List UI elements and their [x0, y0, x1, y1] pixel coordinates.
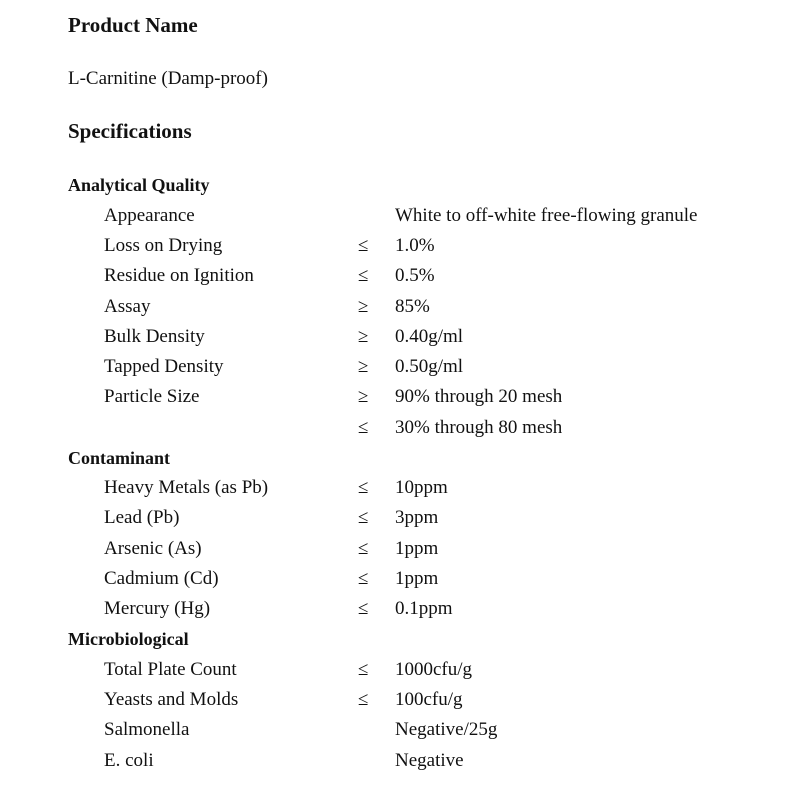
spec-row: [0, 719, 800, 749]
spec-label: Bulk Density: [104, 326, 205, 347]
spec-row: [0, 750, 800, 780]
spec-value: 10ppm: [395, 477, 448, 498]
spec-label: Salmonella: [104, 719, 190, 740]
spec-row: [0, 386, 800, 416]
comparison-operator: ≥: [358, 386, 369, 407]
spec-row: [0, 507, 800, 537]
spec-label: Residue on Ignition: [104, 265, 254, 286]
group-title: Contaminant: [68, 448, 171, 468]
spec-value: White to off-white free-flowing granule: [395, 205, 698, 226]
comparison-operator: ≥: [358, 296, 369, 317]
spec-row: [0, 265, 800, 295]
product-name-heading: Product Name: [68, 13, 198, 37]
comparison-operator: ≥: [358, 356, 369, 377]
spec-row: [0, 296, 800, 326]
comparison-operator: ≤: [358, 689, 369, 710]
comparison-operator: ≥: [358, 326, 369, 347]
comparison-operator: ≤: [358, 538, 369, 559]
spec-label: Yeasts and Molds: [104, 689, 239, 710]
spec-label: Arsenic (As): [104, 538, 202, 559]
comparison-operator: ≤: [358, 659, 369, 680]
product-name: L-Carnitine (Damp-proof): [68, 68, 268, 89]
spec-value: 0.1ppm: [395, 598, 453, 619]
spec-label: E. coli: [104, 750, 154, 771]
spec-row: [0, 538, 800, 568]
comparison-operator: ≤: [358, 568, 369, 589]
spec-value: 1ppm: [395, 538, 439, 559]
spec-label: Tapped Density: [104, 356, 224, 377]
spec-value: 3ppm: [395, 507, 439, 528]
spec-row: [0, 689, 800, 719]
group-title: Microbiological: [68, 629, 189, 649]
specifications-heading: Specifications: [68, 119, 192, 143]
comparison-operator: ≤: [358, 598, 369, 619]
spec-label: Particle Size: [104, 386, 200, 407]
spec-value: 0.40g/ml: [395, 326, 464, 347]
spec-row: [0, 356, 800, 386]
comparison-operator: ≤: [358, 235, 369, 256]
spec-row: [0, 326, 800, 356]
spec-row: [0, 659, 800, 689]
spec-label: Assay: [104, 296, 151, 317]
spec-value: 85%: [395, 296, 430, 317]
spec-value: 1.0%: [395, 235, 435, 256]
spec-value: 0.5%: [395, 265, 435, 286]
comparison-operator: ≤: [358, 265, 369, 286]
spec-row: [0, 568, 800, 598]
comparison-operator: ≤: [358, 417, 369, 438]
spec-row: [0, 417, 800, 447]
spec-label: Total Plate Count: [104, 659, 237, 680]
spec-row: [0, 598, 800, 628]
spec-value: 30% through 80 mesh: [395, 417, 563, 438]
spec-row: [0, 235, 800, 265]
spec-label: Appearance: [104, 205, 195, 226]
spec-value: 1ppm: [395, 568, 439, 589]
spec-row: [0, 477, 800, 507]
spec-row: [0, 205, 800, 235]
comparison-operator: ≤: [358, 507, 369, 528]
spec-value: 90% through 20 mesh: [395, 386, 563, 407]
spec-label: Loss on Drying: [104, 235, 223, 256]
comparison-operator: ≤: [358, 477, 369, 498]
spec-value: Negative/25g: [395, 719, 498, 740]
spec-value: Negative: [395, 750, 464, 771]
spec-value: 1000cfu/g: [395, 659, 473, 680]
spec-label: Heavy Metals (as Pb): [104, 477, 269, 498]
spec-label: Lead (Pb): [104, 507, 180, 528]
spec-label: Cadmium (Cd): [104, 568, 219, 589]
group-title: Analytical Quality: [68, 175, 210, 195]
spec-value: 100cfu/g: [395, 689, 463, 710]
spec-value: 0.50g/ml: [395, 356, 464, 377]
spec-label: Mercury (Hg): [104, 598, 211, 619]
